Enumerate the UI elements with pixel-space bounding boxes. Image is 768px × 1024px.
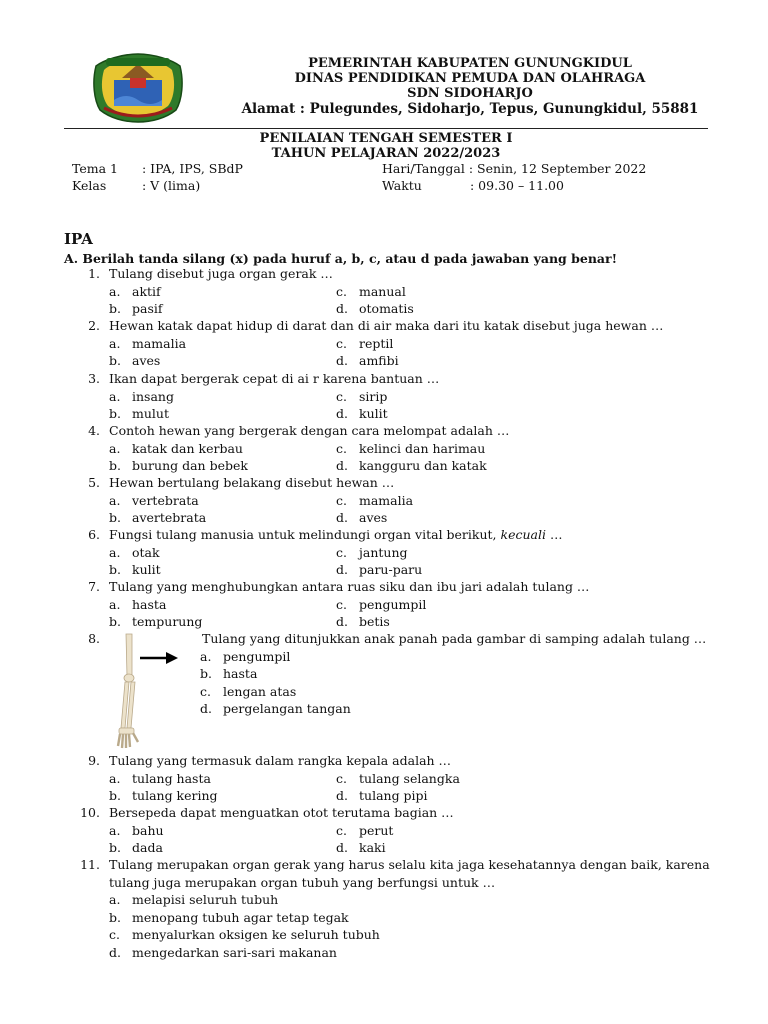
question-text-main: Fungsi tulang manusia untuk melindungi organ vital berikut, [109,527,497,542]
option-text: perut [359,822,394,838]
answer-option-b[interactable] [109,562,161,578]
option-text: otomatis [359,301,414,316]
option-letter: a. [109,335,121,351]
answer-option-c[interactable] [336,597,426,613]
answer-option-c[interactable] [109,927,380,943]
kelas-label: Kelas [72,178,107,193]
answer-option-c[interactable] [336,441,485,457]
question-text: Hewan bertulang belakang disebut hewan … [109,475,395,490]
option-text: kelinci dan harimau [359,440,486,456]
option-text: jantung [359,544,408,560]
question-text [109,527,562,543]
question-number: 2. [88,318,100,333]
option-text: mamalia [359,492,414,508]
answer-option-b[interactable] [109,458,248,474]
question-number: 3. [88,371,100,386]
answer-option-a[interactable] [200,649,290,665]
answer-option-b[interactable] [109,910,349,926]
option-text: menopang tubuh agar tetap tegak [132,909,349,925]
question-number: 10. [80,805,100,820]
option-text: sirip [359,388,388,404]
option-text: hasta [132,596,167,612]
option-letter: d. [109,944,121,960]
option-letter: c. [336,283,347,299]
option-text: pasif [132,301,163,316]
option-text: aves [132,353,161,368]
option-text: paru-paru [359,562,423,577]
option-letter: b. [109,909,121,925]
answer-option-b[interactable] [109,301,163,317]
option-letter: a. [109,544,121,560]
option-letter: a. [109,283,121,299]
option-letter: c. [336,544,347,560]
option-letter: c. [336,492,347,508]
option-text: kulit [359,406,388,421]
answer-option-c[interactable] [336,771,460,787]
option-letter: a. [109,822,121,838]
option-letter: b. [109,353,121,368]
option-letter: b. [109,406,121,421]
option-letter: c. [336,822,347,838]
option-letter: a. [109,388,121,404]
question-text: Ikan dapat bergerak cepat di ai r karena bantuan … [109,371,440,386]
option-text: burung dan bebek [132,458,248,473]
option-letter: d. [336,510,348,525]
answer-option-d[interactable] [109,945,337,961]
option-letter: d. [336,406,348,421]
answer-option-b[interactable] [109,788,218,804]
option-letter: c. [336,335,347,351]
option-letter: d. [336,353,348,368]
option-letter: c. [336,388,347,404]
answer-option-d[interactable] [336,510,387,526]
answer-option-c[interactable] [336,823,393,839]
option-text: mengedarkan sari-sari makanan [132,944,337,960]
answer-option-d[interactable] [336,614,390,630]
exam-title: PENILAIAN TENGAH SEMESTER I [259,131,513,146]
question-number: 8. [88,631,100,646]
exam-year: TAHUN PELAJARAN 2022/2023 [271,146,501,161]
header-department: DINAS PENDIDIKAN PEMUDA DAN OLAHRAGA [294,71,646,86]
option-text: menyalurkan oksigen ke seluruh tubuh [132,927,380,942]
option-text: betis [359,614,390,629]
option-text: kangguru dan katak [359,458,487,473]
answer-option-a[interactable] [109,441,243,457]
option-text: manual [359,283,406,299]
option-letter: b. [109,510,121,525]
option-text: aves [359,510,388,525]
question-text: Contoh hewan yang bergerak dengan cara melompat adalah … [109,423,510,438]
option-letter: d. [336,301,348,316]
header-address: Alamat : Pulegundes, Sidoharjo, Tepus, Gunungkidul, 55881 [241,101,699,117]
option-text: tulang selangka [359,770,460,786]
option-letter: c. [336,770,347,786]
question-text: Hewan katak dapat hidup di darat dan di air maka dari itu katak disebut juga hewan … [109,318,664,333]
regency-logo [92,52,184,124]
option-text: amfibi [359,353,399,368]
answer-option-a[interactable] [109,545,160,561]
option-text: mulut [132,406,169,421]
header-government: PEMERINTAH KABUPATEN GUNUNGKIDUL [308,56,632,71]
answer-option-b[interactable] [109,510,206,526]
option-text: kulit [132,562,161,577]
option-text: bahu [132,822,164,838]
answer-option-d[interactable] [336,788,428,804]
answer-option-b[interactable] [109,406,169,422]
question-text: Tulang yang termasuk dalam rangka kepala adalah … [109,753,452,768]
answer-option-a[interactable] [109,771,211,787]
option-letter: c. [336,596,347,612]
option-text: hasta [223,666,258,681]
option-text: tulang pipi [359,788,428,803]
option-letter: c. [336,440,347,456]
option-text: dada [132,840,163,855]
question-text: Tulang yang menghubungkan antara ruas siku dan ibu jari adalah tulang … [109,579,590,594]
question-number: 7. [88,579,100,594]
option-text: kaki [359,840,386,855]
answer-option-c[interactable] [200,684,296,700]
answer-option-c[interactable] [336,336,393,352]
question-text: Bersepeda dapat menguatkan otot terutama bagian … [109,805,454,820]
answer-option-d[interactable] [336,458,487,474]
answer-option-d[interactable] [200,701,351,717]
option-letter: a. [109,492,121,508]
question-text: Tulang disebut juga organ gerak … [109,266,333,281]
answer-option-a[interactable] [109,892,278,908]
option-letter: d. [336,840,348,855]
option-letter: b. [109,788,121,803]
option-letter: a. [109,440,121,456]
header-school: SDN SIDOHARJO [407,86,533,101]
answer-option-c[interactable] [336,493,413,509]
question-text-tail: … [546,527,563,542]
question-text-emphasis: kecuali [500,527,546,542]
option-letter: c. [109,927,120,942]
section-title: IPA [64,230,93,248]
answer-option-a[interactable] [109,597,166,613]
header-divider [64,128,708,129]
question-number: 4. [88,423,100,438]
answer-option-c[interactable] [336,284,406,300]
tema-label: Tema 1 [72,161,118,176]
answer-option-d[interactable] [336,406,388,422]
kelas-value: : V (lima) [142,178,201,193]
answer-option-d[interactable] [336,301,414,317]
option-letter: b. [109,301,121,316]
option-letter: d. [336,614,348,629]
answer-option-d[interactable] [336,840,386,856]
option-text: otak [132,544,160,560]
option-letter: d. [336,562,348,577]
option-text: aktif [132,283,161,299]
option-text: tempurung [132,614,203,629]
option-text: tulang kering [132,788,218,803]
option-text: tulang hasta [132,770,211,786]
option-text: katak dan kerbau [132,440,243,456]
option-text: melapisi seluruh tubuh [132,892,279,907]
option-letter: c. [200,683,211,699]
option-letter: b. [200,666,212,681]
waktu-label: Waktu [382,178,422,193]
option-letter: d. [336,788,348,803]
option-letter: a. [109,892,121,907]
answer-option-b[interactable] [109,840,163,856]
question-text: Tulang yang ditunjukkan anak panah pada gambar di samping adalah tulang … [202,631,707,646]
arm-skeleton-illustration [108,632,188,750]
answer-option-c[interactable] [336,389,387,405]
answer-option-c[interactable] [336,545,408,561]
option-letter: d. [200,701,212,716]
option-text: avertebrata [132,510,207,525]
option-text: insang [132,388,174,404]
answer-option-a[interactable] [109,284,161,300]
answer-option-b[interactable] [200,666,257,682]
question-text-continued: tulang juga merupakan organ tubuh yang berfungsi untuk … [109,874,496,890]
answer-option-d[interactable] [336,353,399,369]
answer-option-b[interactable] [109,353,160,369]
answer-option-a[interactable] [109,389,174,405]
option-letter: a. [109,770,121,786]
option-letter: b. [109,614,121,629]
answer-option-a[interactable] [109,493,199,509]
option-text: lengan atas [223,683,297,699]
option-letter: b. [109,840,121,855]
question-number: 1. [88,266,100,281]
instruction: A. Berilah tanda silang (x) pada huruf a, b, c, atau d pada jawaban yang benar! [64,251,618,266]
answer-option-a[interactable] [109,336,186,352]
answer-option-d[interactable] [336,562,422,578]
question-number: 9. [88,753,100,768]
answer-option-a[interactable] [109,823,164,839]
option-text: pengumpil [223,648,291,664]
waktu-value: : 09.30 – 11.00 [470,178,564,193]
question-number: 11. [80,857,100,872]
answer-option-b[interactable] [109,614,202,630]
option-letter: b. [109,458,121,473]
option-text: mamalia [132,335,187,351]
date-field: Hari/Tanggal : Senin, 12 September 2022 [382,161,647,176]
option-text: pergelangan tangan [223,701,351,716]
option-text: pengumpil [359,596,427,612]
option-letter: a. [200,648,212,664]
option-text: vertebrata [132,492,199,508]
option-letter: b. [109,562,121,577]
option-text: reptil [359,335,394,351]
option-letter: a. [109,596,121,612]
question-text: Tulang merupakan organ gerak yang harus selalu kita jaga kesehatannya dengan baik, karena [109,857,710,872]
question-number: 6. [88,527,100,542]
question-number: 5. [88,475,100,490]
tema-value: : IPA, IPS, SBdP [142,161,243,176]
option-letter: d. [336,458,348,473]
